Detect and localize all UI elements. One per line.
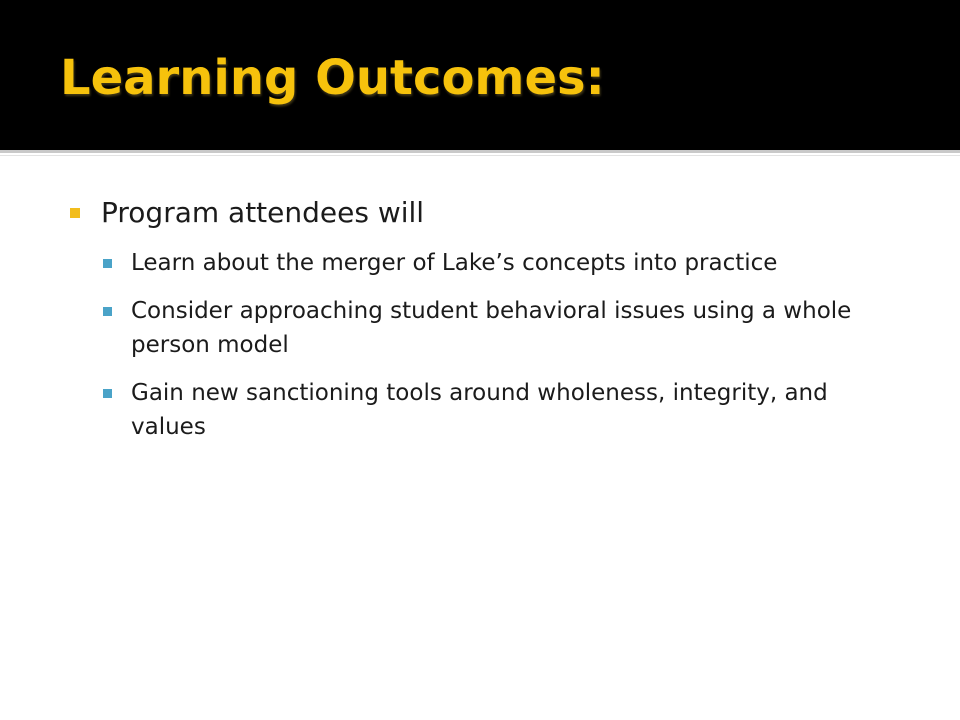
slide-content [70,196,890,458]
slide-title: Learning Outcomes: [60,50,605,106]
sub-bullet-list [101,246,890,444]
bullet-level-1 [70,196,890,230]
sub-bullet-text: Learn about the merger of Lake’s concepts into practice [131,250,778,276]
sub-bullet-text: Gain new sanctioning tools around wholeness, integrity, and values [131,380,828,440]
sub-bullet-item [101,246,890,280]
square-bullet-icon [103,389,112,398]
title-divider-thin [0,155,960,156]
sub-bullet-text: Consider approaching student behavioral issues using a whole person model [131,298,852,358]
title-divider [0,150,960,153]
square-bullet-icon [70,208,80,218]
bullet-text: Program attendees will [101,196,425,229]
title-bar [0,0,960,150]
square-bullet-icon [103,307,112,316]
square-bullet-icon [103,259,112,268]
sub-bullet-item [101,376,890,444]
sub-bullet-item [101,294,890,362]
